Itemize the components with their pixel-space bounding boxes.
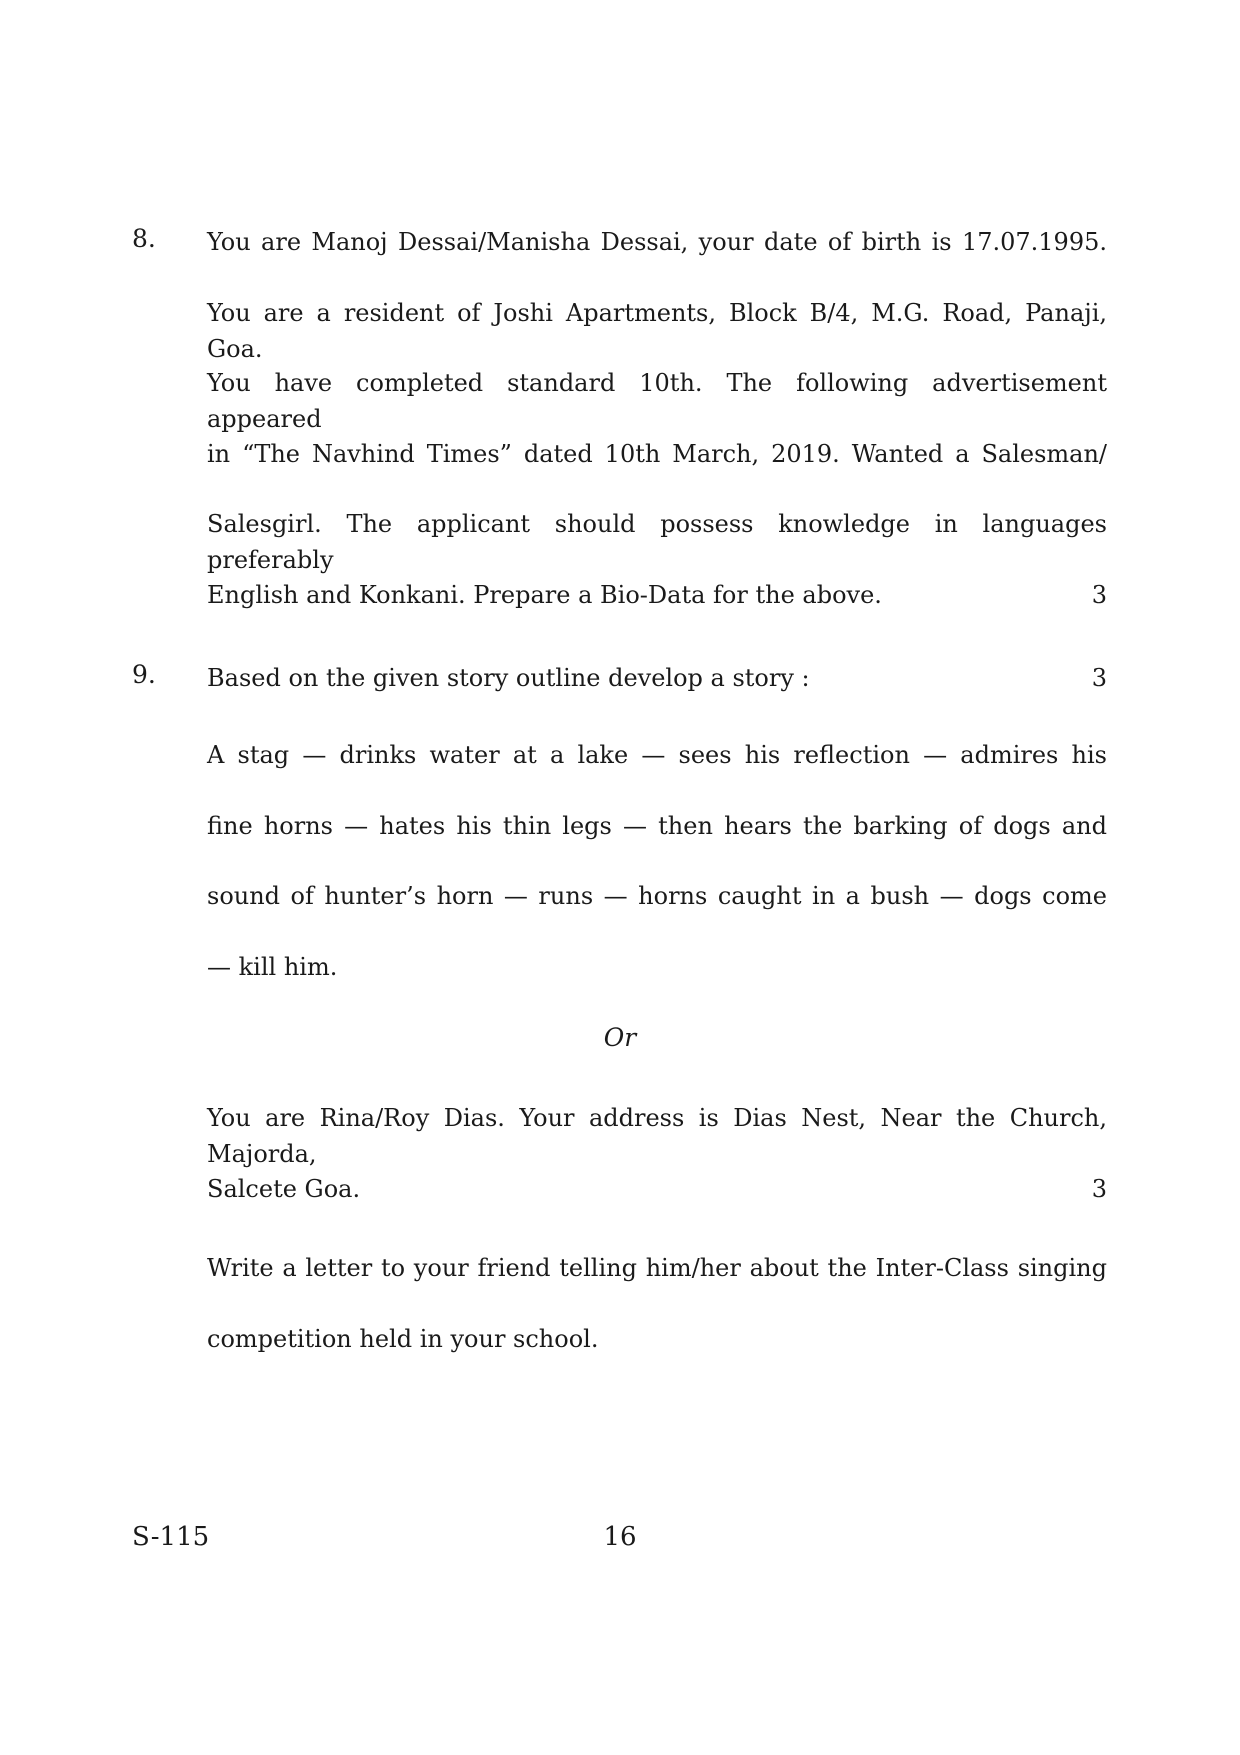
question-8-line: You have completed standard 10th. The following advertisement appeared [207,369,1107,433]
paper-code: S-115 [132,1522,210,1552]
alternative-last-row [207,1171,1107,1242]
question-8-line: Salesgirl. The applicant should possess knowledge in languages preferably [207,510,1107,574]
question-8-line: You are a resident of Joshi Apartments, Block B/4, M.G. Road, Panaji, Goa. [207,298,1107,363]
story-outline-line: — kill him. [207,952,338,981]
page-number: 16 [603,1522,637,1552]
story-outline-line: A stag — drinks water at a lake — sees his reflection — admires his [207,741,1107,769]
question-8-line: You are Manoj Dessai/Manisha Dessai, your date of birth is 17.07.1995. [207,228,1107,256]
alternative-line: Salcete Goa. [207,1174,361,1203]
question-number-9: 9. [132,660,156,689]
question-9-prompt-block [207,660,1107,731]
letter-task-line: competition held in your school. [207,1324,599,1353]
question-8-text [207,224,1107,647]
question-number-8: 8. [132,224,156,253]
question-8-marks: 3 [1091,580,1107,609]
story-outline-line: sound of hunter’s horn — runs — horns caught in a bush — dogs come [207,882,1107,910]
story-outline-line: fine horns — hates his thin legs — then hears the barking of dogs and [207,811,1107,840]
question-9-prompt: Based on the given story outline develop a story : [207,664,810,692]
story-outline [207,737,1107,1019]
question-8-line: English and Konkani. Prepare a Bio-Data for the above. [207,580,882,609]
question-9-marks: 3 [1091,664,1107,692]
question-9-prompt-row [207,660,1107,731]
letter-task-line: Write a letter to your friend telling him/her about the Inter-Class singing [207,1254,1107,1282]
question-8-last-row [207,577,1107,648]
alternative-marks: 3 [1091,1174,1107,1203]
letter-task [207,1250,1107,1391]
or-separator: Or [603,1023,637,1052]
alternative-line: You are Rina/Roy Dias. Your address is Dias Nest, Near the Church, Majorda, [207,1104,1107,1168]
question-8-line: in “The Navhind Times” dated 10th March, 2019. Wanted a Salesman/ [207,439,1107,468]
alternative-question [207,1100,1107,1241]
